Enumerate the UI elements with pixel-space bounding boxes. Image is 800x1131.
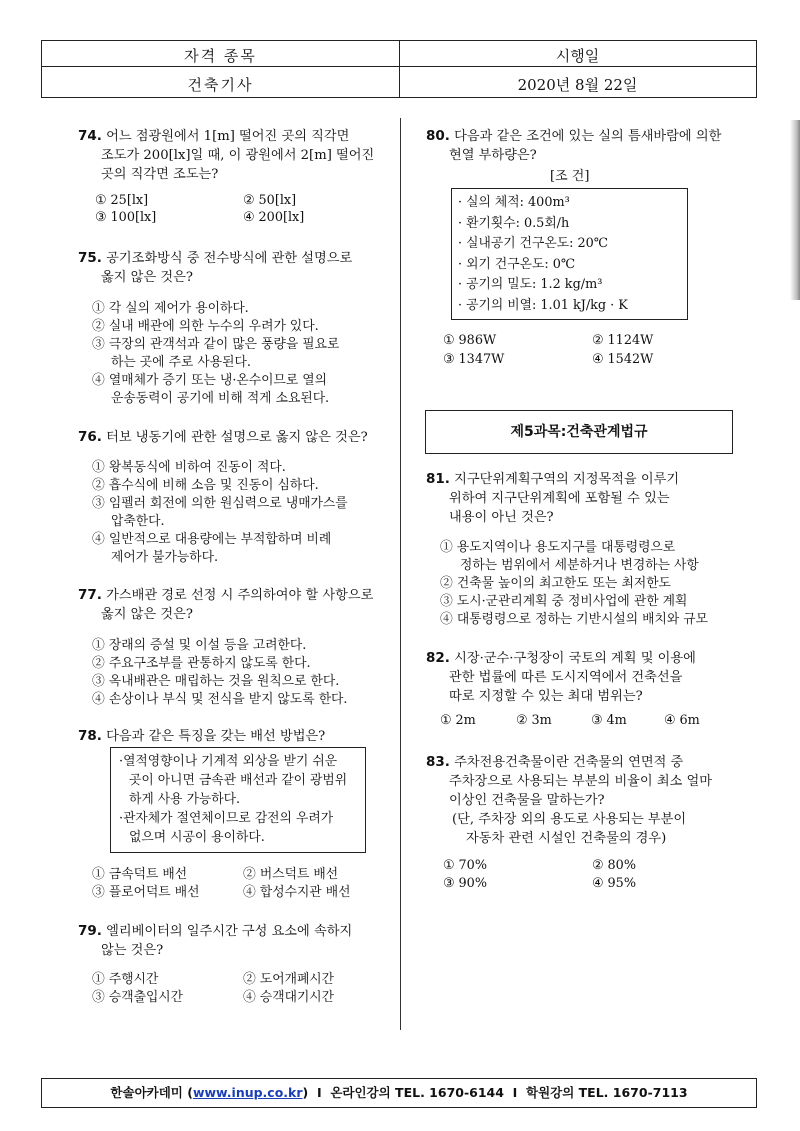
option-3-continued: 하는 곳에 주로 사용된다. <box>111 355 251 370</box>
features-box <box>110 747 366 853</box>
option-3[interactable]: ③ 1347W <box>443 352 505 367</box>
option-4[interactable]: ④ 200[lx] <box>243 210 305 225</box>
academy-url-link[interactable]: www.inup.co.kr <box>192 1085 303 1100</box>
question-74 <box>78 127 374 184</box>
question-stem-line: 엘리베이터의 일주시간 구성 요소에 속하지 <box>106 924 353 939</box>
box-line: 하게 사용 가능하다. <box>129 792 241 807</box>
option-1[interactable]: ① 용도지역이나 용도지구를 대통령령으로 <box>440 540 676 555</box>
option-1[interactable]: ① 2m <box>440 713 476 728</box>
option-2[interactable]: ② 도어개폐시간 <box>243 972 335 987</box>
option-2[interactable]: ② 흡수식에 비해 소음 및 진동이 심하다. <box>92 478 319 493</box>
option-1[interactable]: ① 왕복동식에 비하여 진동이 적다. <box>92 460 286 475</box>
question-stem-line: 다음과 같은 조건에 있는 실의 틈새바람에 의한 <box>454 129 722 144</box>
question-number: 80. <box>426 128 450 144</box>
condition-line: · 실내공기 건구온도: 20℃ <box>458 236 609 251</box>
conditions-title: [조 건] <box>550 169 590 184</box>
option-2[interactable]: ② 1124W <box>592 333 654 348</box>
option-3[interactable]: ③ 100[lx] <box>95 210 157 225</box>
question-stem-line: 주차장으로 사용되는 부분의 비율이 최소 얼마 <box>449 774 713 789</box>
option-4[interactable]: ④ 승객대기시간 <box>243 990 335 1005</box>
option-3[interactable]: ③ 도시·군관리계획 중 정비사업에 관한 계획 <box>440 594 688 609</box>
question-75 <box>78 249 352 287</box>
question-stem-line: 시장·군수·구청장이 국토의 계획 및 이용에 <box>454 651 696 666</box>
question-number: 83. <box>426 754 450 770</box>
question-80 <box>426 127 721 165</box>
box-line: 없으며 시공이 용이하다. <box>129 830 265 845</box>
question-82 <box>426 649 696 706</box>
question-number: 78. <box>78 728 102 744</box>
condition-line: · 외기 건구온도: 0℃ <box>458 256 576 272</box>
condition-line: · 공기의 밀도: 1.2 kg/m³ <box>458 277 603 292</box>
conditions-box <box>451 188 688 320</box>
question-number: 79. <box>78 923 102 939</box>
question-stem-line: 주차전용건축물이란 건축물의 연면적 중 <box>454 755 684 770</box>
option-2[interactable]: ② 주요구조부를 관통하지 않도록 한다. <box>92 656 311 671</box>
question-81 <box>426 470 679 527</box>
box-line: ·열적영향이나 기계적 외상을 받기 쉬운 <box>119 754 338 769</box>
option-4-continued: 운송동력이 공기에 비해 적게 소요된다. <box>111 391 330 406</box>
question-number: 76. <box>78 429 102 445</box>
question-number: 77. <box>78 587 102 603</box>
option-1[interactable]: ① 70% <box>443 858 487 873</box>
question-83 <box>426 753 712 848</box>
question-76 <box>78 428 368 447</box>
question-number: 75. <box>78 250 102 266</box>
option-2[interactable]: ② 50[lx] <box>243 193 297 208</box>
question-stem-line: 어느 점광원에서 1[m] 떨어진 곳의 직각면 <box>106 129 350 144</box>
exam-header-table <box>41 40 757 98</box>
option-4[interactable]: ④ 대통령령으로 정하는 기반시설의 배치와 규모 <box>440 612 709 627</box>
date-value: 2020년 8월 22일 <box>517 76 638 94</box>
option-3[interactable]: ③ 승객출입시간 <box>92 990 184 1005</box>
scan-edge-shadow <box>790 120 800 300</box>
question-77 <box>78 586 373 624</box>
question-78 <box>78 727 325 746</box>
question-stem-line: 터보 냉동기에 관한 설명으로 옳지 않은 것은? <box>106 430 368 445</box>
question-stem-line: 이상인 건축물을 말하는가? <box>449 793 605 808</box>
academy-name: 한솔아카데미 ( <box>110 1085 193 1100</box>
question-stem-line: 따로 지정할 수 있는 최대 범위는? <box>449 689 643 704</box>
option-1-continued: 정하는 범위에서 세분하거나 변경하는 사항 <box>460 558 699 573</box>
option-1[interactable]: ① 장래의 증설 및 이설 등을 고려한다. <box>92 638 307 653</box>
question-stem-line: 않는 것은? <box>101 943 164 958</box>
option-1[interactable]: ① 주행시간 <box>92 972 159 987</box>
question-number: 82. <box>426 650 450 666</box>
option-2[interactable]: ② 80% <box>592 858 636 873</box>
question-note-line: (단, 주차장 외의 용도로 사용되는 부분이 <box>452 812 687 827</box>
option-4[interactable]: ④ 열매체가 증기 또는 냉·온수이므로 열의 <box>92 373 327 388</box>
option-4-continued: 제어가 불가능하다. <box>111 550 219 565</box>
option-3[interactable]: ③ 4m <box>591 713 627 728</box>
option-1[interactable]: ① 금속덕트 배선 <box>92 867 188 882</box>
subject-value: 건축기사 <box>187 76 254 94</box>
question-stem-line: 공기조화방식 중 전수방식에 관한 설명으로 <box>106 251 353 266</box>
question-stem-line: 옳지 않은 것은? <box>101 607 193 622</box>
option-3[interactable]: ③ 임펠러 회전에 의한 원심력으로 냉매가스를 <box>92 496 348 511</box>
header-divider <box>42 66 756 67</box>
section-5-header: 제5과목:건축관계법규 <box>425 410 733 454</box>
option-4[interactable]: ④ 6m <box>664 713 700 728</box>
condition-line: · 환기횟수: 0.5회/h <box>458 215 570 231</box>
footer-bar <box>41 1078 757 1108</box>
option-1[interactable]: ① 각 실의 제어가 용이하다. <box>92 301 249 316</box>
option-4[interactable]: ④ 합성수지관 배선 <box>243 885 351 900</box>
question-stem-line: 조도가 200[lx]일 때, 이 광원에서 2[m] 떨어진 <box>101 148 375 163</box>
question-number: 74. <box>78 128 102 144</box>
option-4[interactable]: ④ 1542W <box>592 352 654 367</box>
question-stem-line: 곳의 직각면 조도는? <box>101 167 219 182</box>
condition-line: · 실의 체적: 400m³ <box>458 195 570 210</box>
question-stem-line: 옳지 않은 것은? <box>101 270 193 285</box>
box-line: ·관자체가 절연체이므로 감전의 우려가 <box>119 811 334 826</box>
question-stem-line: 관한 법률에 따른 도시지역에서 건축선을 <box>449 670 683 685</box>
option-4[interactable]: ④ 손상이나 부식 및 전식을 받지 않도록 한다. <box>92 692 348 707</box>
option-1[interactable]: ① 986W <box>443 333 497 348</box>
question-stem-line: 다음과 같은 특징을 갖는 배선 방법은? <box>106 729 326 744</box>
box-line: 곳이 아니면 금속관 배선과 같이 광범위 <box>129 773 348 788</box>
condition-line: · 공기의 비열: 1.01 kJ/kg · K <box>458 297 628 313</box>
column-divider <box>400 118 401 1030</box>
footer-contact: ) I 온라인강의 TEL. 1670-6144 I 학원강의 TEL. 1670-7113 <box>302 1085 688 1100</box>
option-2[interactable]: ② 실내 배관에 의한 누수의 우려가 있다. <box>92 319 319 334</box>
option-3-continued: 압축한다. <box>111 514 165 529</box>
date-label: 시행일 <box>555 47 600 65</box>
question-79 <box>78 922 352 960</box>
option-2[interactable]: ② 버스덕트 배선 <box>243 867 339 882</box>
question-number: 81. <box>426 471 450 487</box>
option-1[interactable]: ① 25[lx] <box>95 193 149 208</box>
question-stem-line: 현열 부하량은? <box>449 148 537 163</box>
question-stem-line: 위하여 지구단위계획에 포함될 수 있는 <box>449 491 670 506</box>
question-note-line: 자동차 관련 시설인 건축물의 경우) <box>466 831 667 846</box>
option-4[interactable]: ④ 95% <box>592 876 636 891</box>
subject-label: 자격 종목 <box>184 47 257 65</box>
option-3[interactable]: ③ 90% <box>443 876 487 891</box>
option-2[interactable]: ② 3m <box>516 713 552 728</box>
question-stem-line: 가스배관 경로 선정 시 주의하여야 할 사항으로 <box>106 588 374 603</box>
option-2[interactable]: ② 건축물 높이의 최고한도 또는 최저한도 <box>440 576 671 591</box>
question-stem-line: 내용이 아닌 것은? <box>449 510 554 525</box>
option-3[interactable]: ③ 플로어덕트 배선 <box>92 885 200 900</box>
option-3[interactable]: ③ 옥내배관은 매립하는 것을 원칙으로 한다. <box>92 674 340 689</box>
option-3[interactable]: ③ 극장의 관객석과 같이 많은 풍량을 필요로 <box>92 337 340 352</box>
option-4[interactable]: ④ 일반적으로 대용량에는 부적합하며 비례 <box>92 532 332 547</box>
question-stem-line: 지구단위계획구역의 지정목적을 이루기 <box>454 472 680 487</box>
